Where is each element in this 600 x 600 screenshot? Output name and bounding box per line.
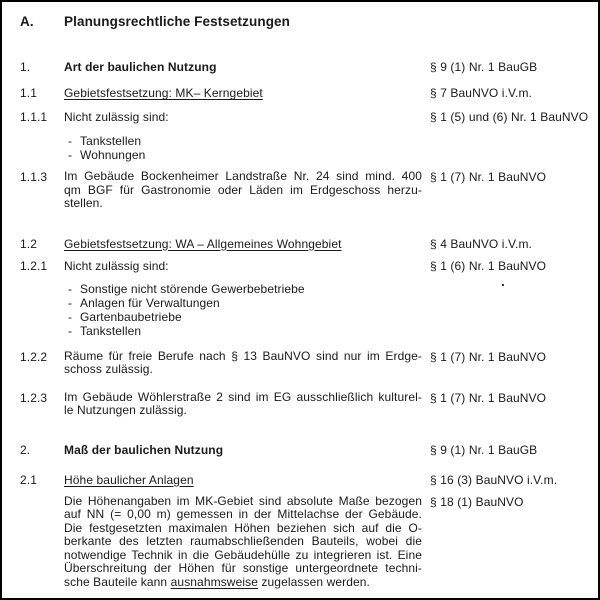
bullet-dash: - (68, 148, 73, 162)
section-number: 1.2.1 (20, 258, 48, 273)
section-text (64, 86, 422, 100)
section-text (64, 282, 422, 338)
paragraph-line: Im Gebäude Bockenheimer Landstraße Nr. 24 sind mind. 400 (64, 169, 422, 183)
paragraph-line: Überschreitung der Höhen für sonstige untergeordnete techni- (64, 561, 422, 575)
paragraph-line: stellen. (64, 196, 103, 210)
section-row-2- (20, 443, 590, 457)
legal-reference: § 9 (1) Nr. 1 BauGB (430, 60, 538, 74)
section-text (64, 259, 422, 273)
paragraph-line: Die Höhenangaben im MK-Gebiet sind absolute Maße bezogen (64, 493, 422, 508)
underlined-word: ausnahmsweise (170, 574, 258, 589)
bullet-list-row (20, 134, 590, 162)
section-text (64, 443, 422, 457)
section-row-1-1 (20, 86, 590, 100)
legal-reference: § 4 BauNVO i.V.m. (430, 236, 532, 251)
heading-number: A. (20, 14, 34, 29)
bullet-dash: - (68, 309, 73, 324)
section-label: Nicht zulässig sind: (64, 110, 169, 124)
section-row-1-2-2 (20, 350, 590, 377)
section-label: Nicht zulässig sind: (64, 258, 169, 273)
section-number: 1. (20, 60, 31, 74)
document-heading (20, 14, 590, 30)
bullet-dash: - (68, 295, 73, 310)
bullet-dash: - (68, 134, 73, 148)
sections (20, 60, 590, 589)
section-text (64, 473, 422, 487)
bullet-dash: - (68, 323, 73, 338)
section-number: 1.2 (20, 236, 37, 251)
section-label: Art der baulichen Nutzung (64, 60, 217, 74)
list-item (64, 282, 422, 296)
section-row-2-1 (20, 473, 590, 487)
list-item (64, 148, 422, 162)
section-row-1-1-1 (20, 110, 590, 124)
legal-reference: § 1 (7) Nr. 1 BauNVO (430, 170, 547, 184)
scan-artifact-dot (502, 284, 504, 286)
section-label: Gebietsfestsetzung: WA – Allgemeines Wohngebiet (64, 236, 342, 251)
paragraph-line: Im Gebäude Wöhlerstraße 2 sind im EG ausschließlich kulturel- (64, 389, 422, 404)
paragraph-line: berkante des letzten raumabschließenden Bauteils, wobei die (64, 534, 422, 548)
list-item-label: Gartenbaubetriebe (80, 309, 182, 324)
list-item-label: Sonstige nicht störende Gewerbebetriebe (80, 281, 305, 296)
page-title: Planungsrechtliche Festsetzungen (64, 14, 290, 29)
section-label: Maß der baulichen Nutzung (64, 442, 224, 457)
paragraph-row (20, 495, 590, 590)
paragraph-line: Räume für freie Berufe nach § 13 BauNVO sind nur im Erdge- (64, 348, 422, 363)
list-item (64, 310, 422, 324)
section-row-1-2-3 (20, 391, 590, 418)
paragraph-line: schoss zulässig. (64, 362, 153, 376)
section-number: 1.2.3 (20, 390, 48, 405)
list-item-label: Wohnungen (80, 148, 146, 162)
section-row-1-1-3 (20, 170, 590, 211)
section-text (64, 391, 422, 418)
section-number: 2.1 (20, 472, 37, 487)
bullet-dash: - (68, 281, 73, 296)
legal-reference: § 18 (1) BauNVO (430, 494, 524, 509)
paragraph-line: Die festgesetzten maximalen Höhen beziehen sich auf die O- (64, 520, 422, 535)
list-item (64, 296, 422, 310)
section-number: 2. (20, 442, 31, 457)
list-item (64, 134, 422, 148)
paragraph-line: notwendige Technik in die Gebäudehülle zu integrieren ist. Eine (64, 547, 422, 562)
legal-reference: § 16 (3) BauNVO i.V.m. (430, 472, 558, 487)
paragraph-line: le Nutzungen zulässig. (64, 403, 187, 417)
bullet-list-row (20, 282, 590, 338)
list-item-label: Tankstellen (80, 323, 142, 338)
section-text (64, 350, 422, 377)
list-item-label: Tankstellen (80, 134, 142, 148)
section-number: 1.1.3 (20, 170, 48, 184)
list-item (64, 324, 422, 338)
legal-reference: § 1 (6) Nr. 1 BauNVO (430, 258, 547, 273)
section-label: Höhe baulicher Anlagen (64, 472, 194, 487)
section-text (64, 110, 422, 124)
section-text (64, 170, 422, 211)
section-label: Gebietsfestsetzung: MK– Kerngebiet (64, 86, 263, 100)
section-row-1-2 (20, 237, 590, 251)
section-text (64, 134, 422, 162)
section-number: 1.1 (20, 86, 37, 100)
section-row-1-2-1 (20, 259, 590, 273)
section-text (64, 495, 422, 590)
list-item-label: Anlagen für Verwaltungen (80, 295, 220, 310)
section-row-1- (20, 60, 590, 74)
legal-reference: § 7 BauNVO i.V.m. (430, 86, 532, 100)
section-number: 1.2.2 (20, 349, 48, 364)
legal-reference: § 1 (7) Nr. 1 BauNVO (430, 390, 547, 405)
paragraph-line: auf NN (= 0,00 m) gemessen in der Mittelachse der Gebäude. (64, 507, 422, 521)
paragraph-line: qm BGF für Gastronomie oder Läden im Erdgeschoss herzu- (64, 182, 422, 197)
section-text (64, 237, 422, 251)
legal-reference: § 9 (1) Nr. 1 BauGB (430, 442, 538, 457)
section-text (64, 60, 422, 74)
legal-reference: § 1 (5) und (6) Nr. 1 BauNVO (430, 110, 589, 124)
legal-reference: § 1 (7) Nr. 1 BauNVO (430, 349, 547, 364)
paragraph-line: sche Bauteile kann ausnahmsweise zugelassen werden. (64, 574, 370, 589)
section-number: 1.1.1 (20, 110, 48, 124)
